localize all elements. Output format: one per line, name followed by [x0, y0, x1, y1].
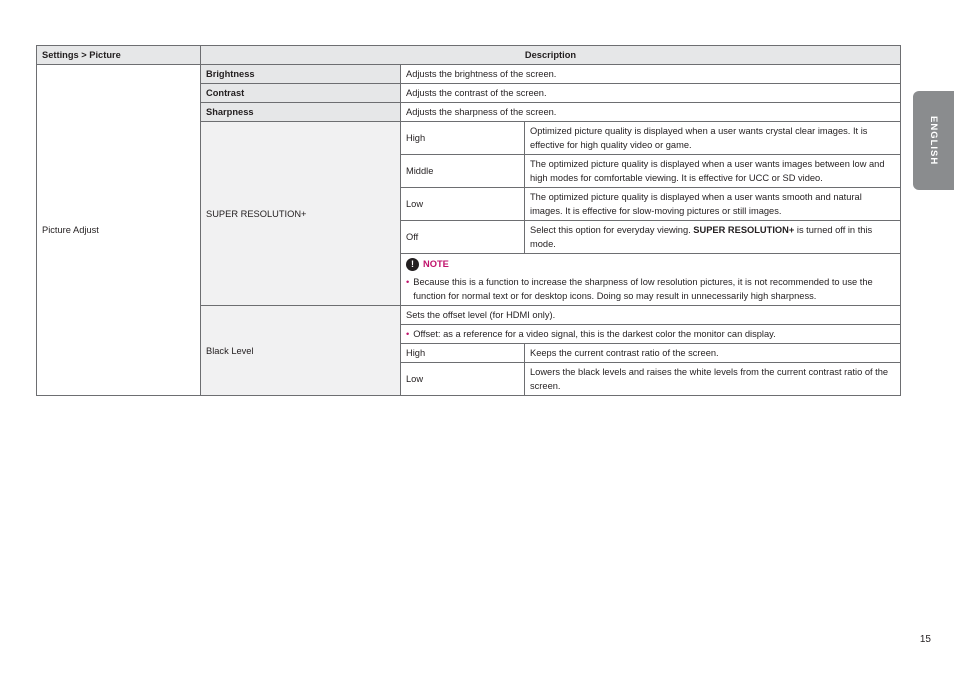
option-desc-sr-high: Optimized picture quality is displayed when a user wants crystal clear images. It is effective for high quality video or game. [525, 122, 901, 155]
option-label-sr-off: Off [401, 221, 525, 254]
option-desc-sr-off [525, 221, 901, 254]
black-level-bullet-item [406, 327, 895, 341]
option-label-bl-high: High [401, 344, 525, 363]
option-label-bl-low: Low [401, 363, 525, 396]
table-header-row [37, 46, 901, 65]
row-label-super-resolution: SUPER RESOLUTION+ [201, 122, 401, 306]
option-label-sr-low: Low [401, 188, 525, 221]
bullet-icon: • [406, 277, 410, 287]
page-number: 15 [919, 634, 931, 645]
header-description: Description [201, 46, 901, 65]
language-side-tab [913, 91, 954, 190]
note-title: NOTE [423, 259, 449, 269]
row-desc-contrast: Adjusts the contrast of the screen. [401, 84, 901, 103]
settings-table [36, 45, 901, 396]
option-desc-sr-middle: The optimized picture quality is displayed when a user wants images between low and high modes for comfortable viewing. It is effective for UCC or SD video. [525, 155, 901, 188]
sr-off-desc-pre: Select this option for everyday viewing. [530, 225, 694, 235]
option-label-sr-middle: Middle [401, 155, 525, 188]
bullet-icon: • [406, 329, 410, 339]
language-tab-label: ENGLISH [928, 115, 939, 166]
row-label-black-level: Black Level [201, 306, 401, 396]
sr-off-desc-bold: SUPER RESOLUTION+ [693, 225, 795, 235]
sr-note-cell [401, 254, 901, 306]
header-settings-path: Settings > Picture [37, 46, 201, 65]
row-desc-sharpness: Adjusts the sharpness of the screen. [401, 103, 901, 122]
option-desc-sr-low: The optimized picture quality is displayed when a user wants smooth and natural images. It is effective for slow-moving pictures or still images. [525, 188, 901, 221]
note-bullet-item [406, 275, 895, 303]
row-label-sharpness: Sharpness [201, 103, 401, 122]
row-desc-brightness: Adjusts the brightness of the screen. [401, 65, 901, 84]
table-row [37, 65, 901, 84]
option-label-sr-high: High [401, 122, 525, 155]
row-label-brightness: Brightness [201, 65, 401, 84]
note-header [406, 257, 895, 271]
option-desc-bl-high: Keeps the current contrast ratio of the screen. [525, 344, 901, 363]
row-label-contrast: Contrast [201, 84, 401, 103]
sr-off-desc-post: is turned off in this mode. [530, 225, 873, 249]
option-desc-bl-low: Lowers the black levels and raises the white levels from the current contrast ratio of the screen. [525, 363, 901, 396]
black-level-bullet-text: Offset: as a reference for a video signal, this is the darkest color the monitor can display. [413, 329, 776, 339]
note-bullet-text: Because this is a function to increase the sharpness of low resolution pictures, it is not recommended to use the function for normal text or for desktop icons. Doing so may result in unnecessarily high sharpness. [413, 277, 873, 301]
black-level-desc-bullet-cell [401, 325, 901, 344]
section-picture-adjust: Picture Adjust [37, 65, 201, 396]
exclamation-icon: ! [406, 258, 419, 271]
black-level-desc-line: Sets the offset level (for HDMI only). [401, 306, 901, 325]
